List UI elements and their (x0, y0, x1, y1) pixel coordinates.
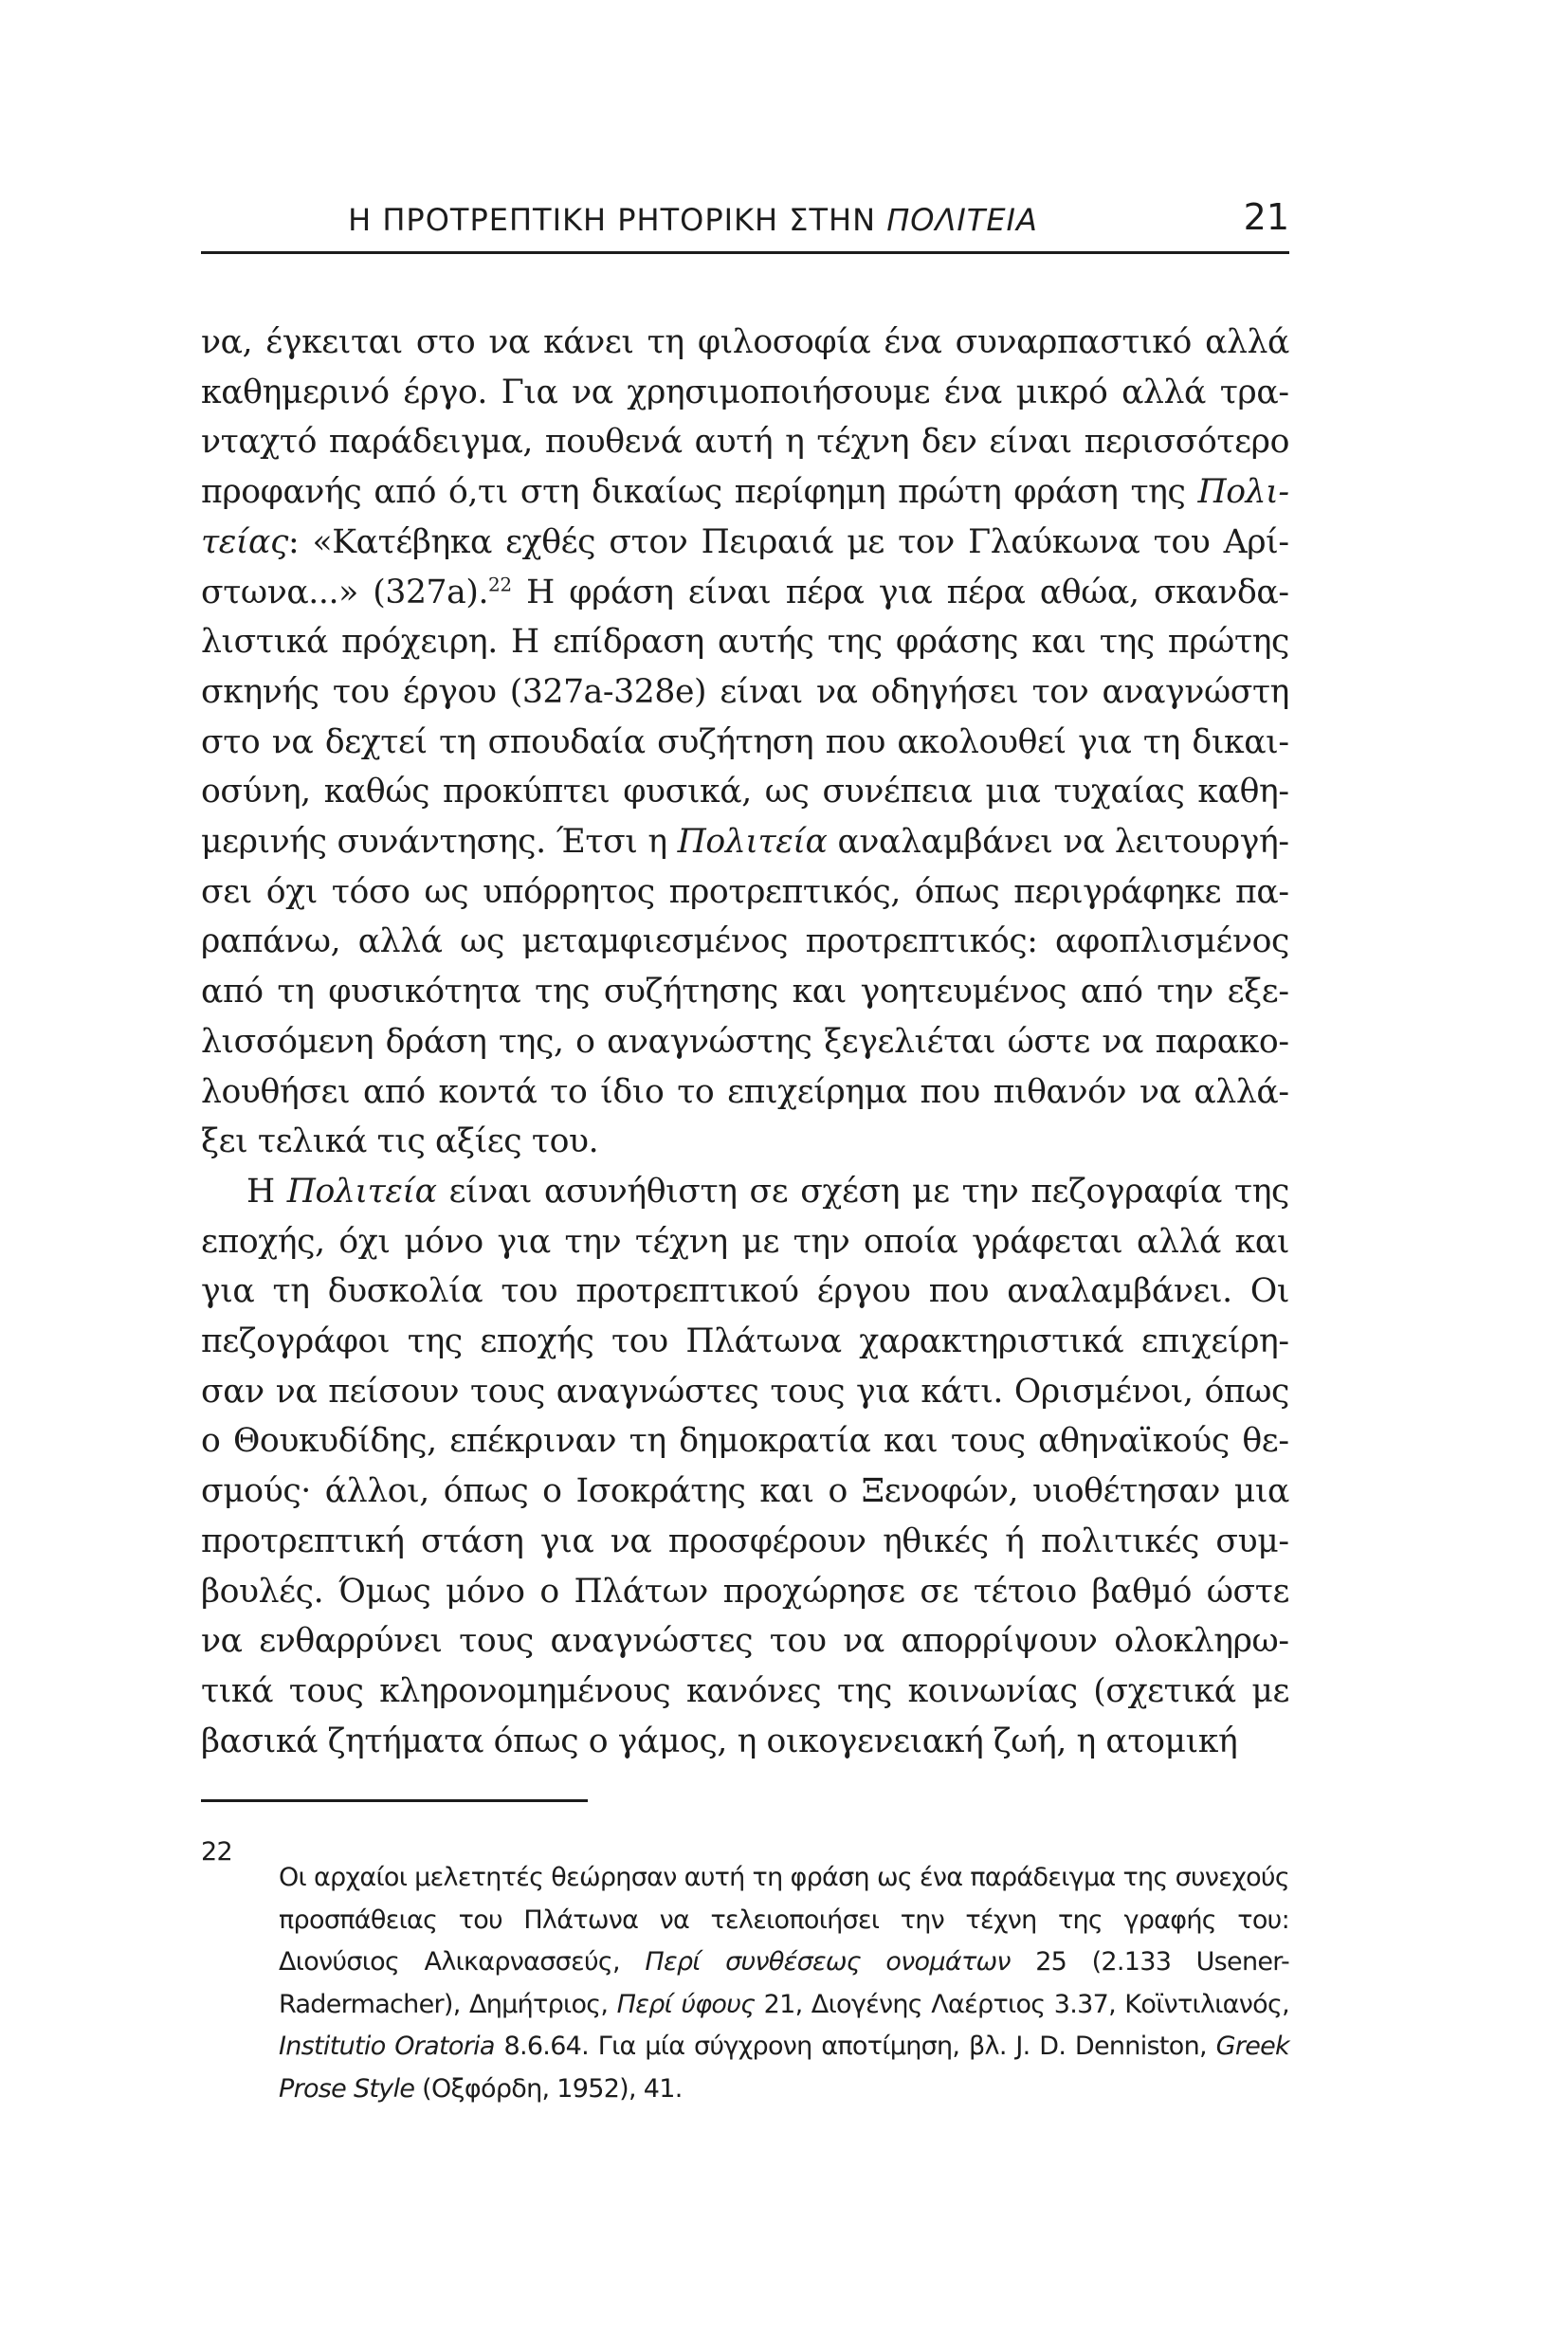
text-run: (Οξφόρδη, 1952), 41. (414, 2073, 683, 2104)
text-run: Η (246, 1172, 287, 1211)
running-title-main: Η ΠΡΟΤΡΕΠΤΙΚΗ ΡΗΤΟΡΙΚΗ ΣΤΗΝ (348, 202, 887, 238)
main-text (201, 318, 1289, 1766)
italic-text: Πολιτείας (201, 473, 1289, 561)
footnote-reference: 22 (488, 572, 512, 595)
text-run: είναι ασυνήθιστη σε σχέση με την πεζογραφία της εποχής, όχι μόνο για την τέχνη με την οποία γράφεται αλλά και για τη δυσκολία του προτρεπτικού έργου που αναλαμβάνει. Οι πεζογράφοι της εποχής του Πλάτωνα χαρακτηριστικά επιχείρησαν να πείσουν τους αναγνώστες τους για κάτι. Ορισμένοι, όπως ο Θουκυδίδης, επέκριναν τη δημοκρατία και τους αθηναϊκούς θεσμούς· άλλοι, όπως ο Ισοκράτης και ο Ξενοφών, υιοθέτησαν μια προτρεπτική στάση για να προσφέρουν ηθικές ή πολιτικές συμβουλές. Όμως μόνο ο Πλάτων προχώρησε σε τέτοιο βαθμό ώστε να ενθαρρύνει τους αναγνώστες του να απορρίψουν ολοκληρωτικά τους κληρονομημένους κανόνες της κοινωνίας (σχετικά με βασικά ζητήματα όπως ο γάμος, η οικογενειακή ζωή, η ατομική (201, 1172, 1289, 1760)
text-run: να, έγκειται στο να κάνει τη φιλοσοφία ένα συναρπαστικό αλλά καθημερινό έργο. Για να χρησιμοποιήσουμε ένα μικρό αλλά τρανταχτό παράδειγμα, πουθενά αυτή η τέχνη δεν είναι περισσότερο προφανής από ό,τι στη δικαίως περίφημη πρώτη φράση της (201, 323, 1289, 512)
running-title-italic: ΠΟΛΙΤΕΙΑ (886, 202, 1038, 238)
text-run: Οι αρχαίοι μελετητές θεώρησαν αυτή τη φράση ως ένα παράδειγμα της συνεχούς προσπάθειας του Πλάτωνα να τελειοποιήσει την τέχνη της γραφής του: Διονύσιος Αλικαρνασσεύς, (279, 1863, 1289, 1977)
text-run: 25 (2.133 Usener-Radermacher), Δημήτριος, (279, 1947, 1289, 2019)
italic-text: Institutio Oratoria (279, 2032, 495, 2061)
paragraph (201, 1167, 1289, 1766)
italic-text: Greek Prose Style (279, 2032, 1289, 2104)
text-run: αναλαμβάνει να λειτουργήσει όχι τόσο ως υπόρρητος προτρεπτικός, όπως περιγράφηκε παραπάνω, αλλά ως μεταμφιεσμένος προτρεπτικός: αφοπλισμένος από τη φυσικότητα της συζήτησης και γοητευμένος από την εξελισσόμενη δράση της, ο αναγνώστης ξεγελιέται ώστε να παρακολουθήσει από κοντά το ίδιο το επιχείρημα που πιθανόν να αλλάξει τελικά τις αξίες του. (201, 823, 1290, 1161)
running-title (201, 202, 1185, 238)
footnote (201, 1832, 1289, 2136)
text-run: 21, Διογένης Λαέρτιος 3.37, Κοϊντιλιανός, (755, 1989, 1289, 2019)
paragraph (201, 318, 1289, 1167)
footnote-text (279, 1857, 1289, 2110)
italic-text: Περί ύφους (616, 1989, 756, 2019)
page-number: 21 (1243, 196, 1289, 238)
italic-text: Πολιτεία (677, 823, 828, 862)
italic-text: Πολιτεία (286, 1172, 437, 1211)
footnote-number: 22 (201, 1837, 232, 1867)
running-header (201, 194, 1289, 251)
text-run: 8.6.64. Για μία σύγχρονη αποτίμηση, βλ. J. D. Denniston, (494, 2032, 1216, 2061)
text-run: : «Κατέβηκα εχθές στον Πειραιά με τον Γλαύκωνα του Αρίστωνα...» (327a). (201, 522, 1289, 611)
text-run: Η φράση είναι πέρα για πέρα αθώα, σκανδαλιστικά πρόχειρη. Η επίδραση αυτής της φράσης και της πρώτης σκηνής του έργου (327a-328e) είναι να οδηγήσει τον αναγνώστη στο να δεχτεί τη σπουδαία συζήτηση που ακολουθεί για τη δικαιοσύνη, καθώς προκύπτει φυσικά, ως συνέπεια μια τυχαίας καθημερινής συνάντησης. Έτσι η (201, 573, 1289, 862)
footnote-rule (201, 1799, 588, 1802)
italic-text: Περί συνθέσεως ονομάτων (645, 1947, 1011, 1977)
header-rule (201, 251, 1289, 254)
